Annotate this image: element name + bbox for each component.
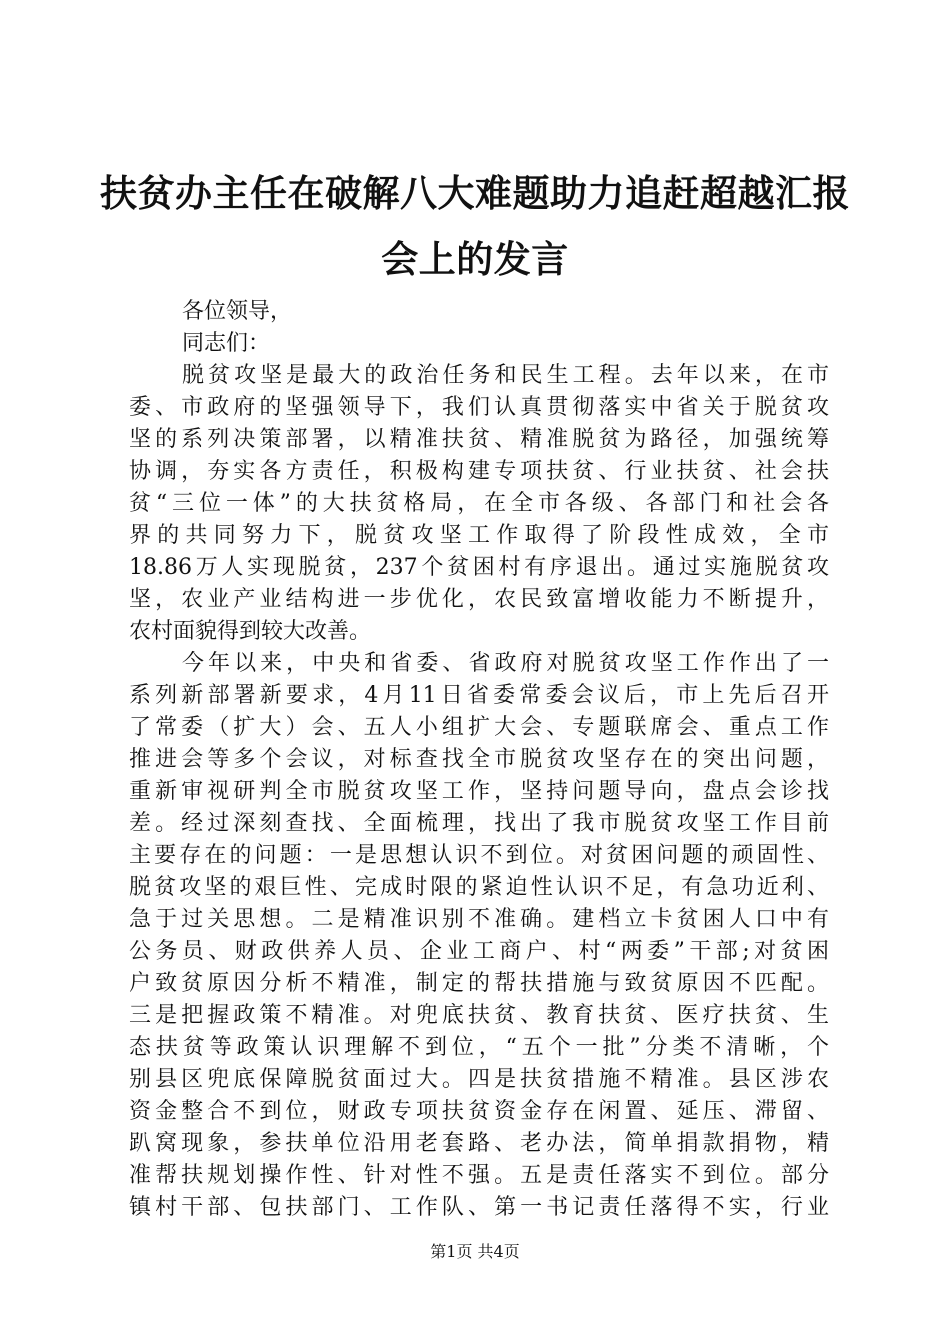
salutation-line: 各位领导，	[182, 299, 293, 324]
paragraph-1-line: 协调，夯实各方责任，积极构建专项扶贫、行业扶贫、社会扶	[129, 459, 829, 484]
paragraph-1-line: 坚的系列决策部署，以精准扶贫、精准脱贫为路径，加强统筹	[129, 427, 829, 452]
document-title-line-1: 扶贫办主任在破解八大难题助力追赶超越汇报	[100, 171, 850, 215]
paragraph-2-line: 别县区兜底保障脱贫面过大。四是扶贫措施不精准。县区涉农	[129, 1067, 829, 1092]
paragraph-2-line: 差。经过深刻查找、全面梳理，找出了我市脱贫攻坚工作目前	[129, 811, 829, 836]
paragraph-2-line: 资金整合不到位，财政专项扶贫资金存在闲置、延压、滞留、	[129, 1099, 829, 1124]
paragraph-2-line: 脱贫攻坚的艰巨性、完成时限的紧迫性认识不足，有急功近利、	[129, 875, 829, 900]
paragraph-1-line: 坚，农业产业结构进一步优化，农民致富增收能力不断提升，	[129, 587, 829, 612]
salutation-line: 同志们：	[182, 331, 271, 356]
paragraph-2-line: 今年以来，中央和省委、省政府对脱贫攻坚工作作出了一	[182, 651, 829, 676]
paragraph-1-line: 界的共同努力下，脱贫攻坚工作取得了阶段性成效，全市	[129, 523, 829, 548]
paragraph-2-line: 推进会等多个会议，对标查找全市脱贫攻坚存在的突出问题，	[129, 747, 829, 772]
paragraph-1-line: 18.86万人实现脱贫，237个贫困村有序退出。通过实施脱贫攻	[129, 555, 829, 580]
document-title-line-2: 会上的发言	[381, 237, 569, 281]
paragraph-2-line: 主要存在的问题：一是思想认识不到位。对贫困问题的顽固性、	[129, 843, 829, 868]
paragraph-2-line: 公务员、财政供养人员、企业工商户、村“两委”干部;对贫困	[129, 939, 829, 964]
paragraph-2-line: 三是把握政策不精准。对兜底扶贫、教育扶贫、医疗扶贫、生	[129, 1003, 829, 1028]
paragraph-2-line: 态扶贫等政策认识理解不到位，“五个一批”分类不清晰，个	[129, 1035, 829, 1060]
paragraph-2-line: 了常委（扩大）会、五人小组扩大会、专题联席会、重点工作	[129, 715, 829, 740]
page-number-footer: 第1页 共4页	[430, 1242, 520, 1261]
paragraph-1-line: 脱贫攻坚是最大的政治任务和民生工程。去年以来，在市	[182, 363, 829, 388]
paragraph-1-line: 农村面貌得到较大改善。	[129, 619, 372, 644]
paragraph-2-line: 趴窝现象，参扶单位沿用老套路、老办法，简单捐款捐物，精	[129, 1131, 829, 1156]
paragraph-2-line: 准帮扶规划操作性、针对性不强。五是责任落实不到位。部分	[129, 1163, 829, 1188]
paragraph-2-line: 户致贫原因分析不精准，制定的帮扶措施与致贫原因不匹配。	[129, 971, 829, 996]
paragraph-2-line: 急于过关思想。二是精准识别不准确。建档立卡贫困人口中有	[129, 907, 829, 932]
paragraph-2-line: 镇村干部、包扶部门、工作队、第一书记责任落得不实，行业	[129, 1195, 829, 1220]
paragraph-1-line: 贫“三位一体”的大扶贫格局，在全市各级、各部门和社会各	[129, 491, 829, 516]
paragraph-2-line: 系列新部署新要求，4月11日省委常委会议后，市上先后召开	[129, 683, 829, 708]
paragraph-2-line: 重新审视研判全市脱贫攻坚工作，坚持问题导向，盘点会诊找	[129, 779, 829, 804]
paragraph-1-line: 委、市政府的坚强领导下，我们认真贯彻落实中省关于脱贫攻	[129, 395, 829, 420]
